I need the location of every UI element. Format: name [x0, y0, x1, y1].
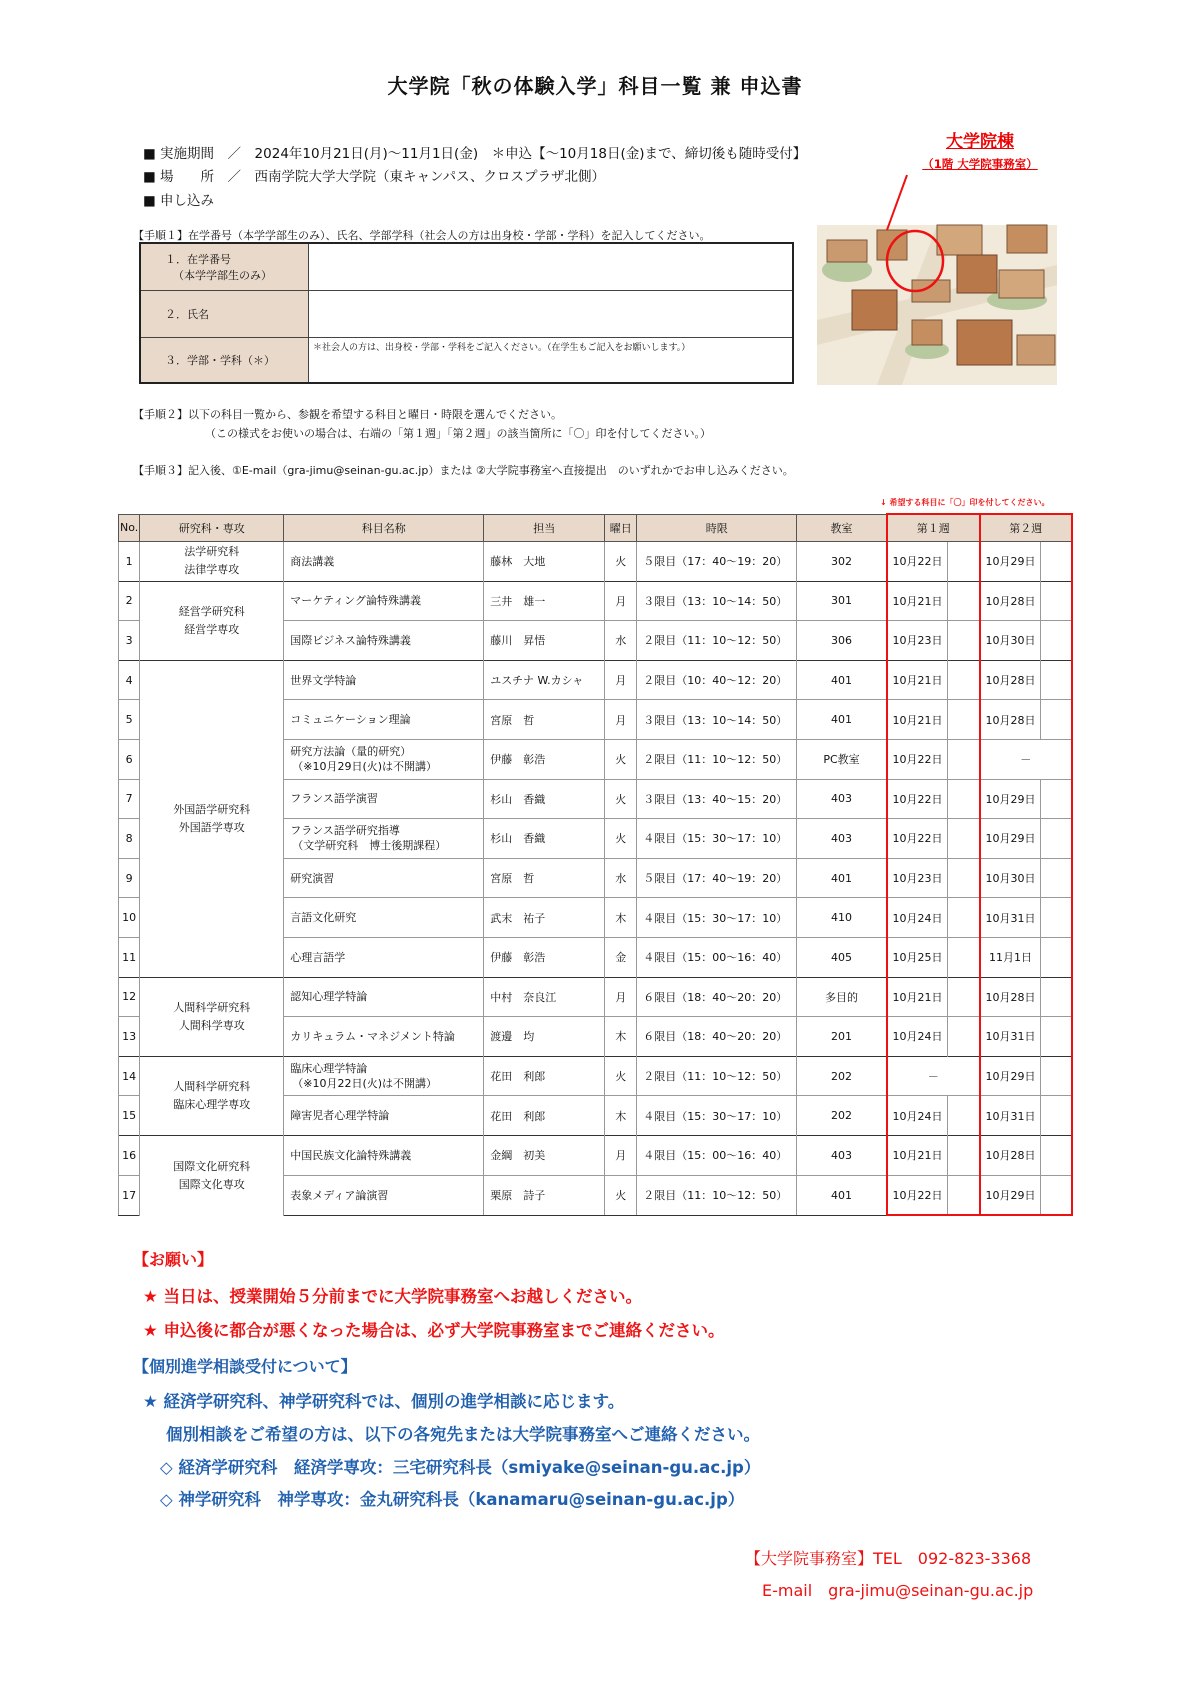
subject-note: （文学研究科 博士後期課程） [292, 839, 447, 853]
table-row [119, 977, 1072, 1017]
subject-cell [284, 819, 484, 859]
subject-cell [284, 1056, 484, 1096]
row-number: 7 [119, 779, 140, 819]
program-name: 経営学研究科 [178, 604, 245, 618]
week1-checkbox[interactable] [948, 1096, 980, 1136]
week2-date: 10月29日 [980, 542, 1041, 582]
major-name: 経営学専攻 [184, 622, 240, 636]
subject-cell [284, 1135, 484, 1175]
row-number: 9 [119, 858, 140, 898]
week2-date: 10月29日 [980, 1175, 1041, 1215]
room-cell: 201 [797, 1017, 887, 1057]
week1-checkbox[interactable] [948, 700, 980, 740]
day-cell: 月 [605, 977, 637, 1017]
week2-date: 10月30日 [980, 621, 1041, 661]
consult-heading: 【個別進学相談受付について】 [133, 1357, 357, 1376]
day-cell: 木 [605, 1096, 637, 1136]
step2-subtext: （この様式をお使いの場合は、右端の「第１週」「第２週」の該当箇所に「〇」印を付してください。） [205, 427, 711, 440]
room-cell: 401 [797, 700, 887, 740]
row-number: 3 [119, 621, 140, 661]
room-cell: 403 [797, 1135, 887, 1175]
office-tel: 【大学院事務室】TEL 092-823-3368 [745, 1549, 1032, 1568]
row-number: 8 [119, 819, 140, 859]
teacher-cell: 栗原 詩子 [484, 1175, 605, 1215]
row-number: 12 [119, 977, 140, 1017]
subject-cell [284, 977, 484, 1017]
header-subject: 科目名称 [284, 514, 484, 542]
subject-cell [284, 937, 484, 977]
period-cell: ６限目（18：40～20：20） [637, 977, 797, 1017]
period-cell: ５限目（17：40～19：20） [637, 542, 797, 582]
header-day: 曜日 [605, 514, 637, 542]
week2-checkbox[interactable] [1041, 542, 1072, 582]
teacher-cell: 杉山 香織 [484, 779, 605, 819]
selection-hint: ↓ 希望する科目に「〇」印を付してください。 [880, 498, 1050, 507]
week2-checkbox[interactable] [1041, 1017, 1072, 1057]
week2-checkbox[interactable] [1041, 779, 1072, 819]
room-cell: 401 [797, 1175, 887, 1215]
week2-checkbox[interactable] [1041, 858, 1072, 898]
week2-checkbox[interactable] [1041, 1175, 1072, 1215]
subject-name: 研究方法論（量的研究） [290, 745, 412, 759]
week1-checkbox[interactable] [948, 660, 980, 700]
map-label-main: 大学院棟 [946, 132, 1014, 152]
week2-checkbox[interactable] [1041, 819, 1072, 859]
teacher-cell: 伊藤 彰浩 [484, 739, 605, 779]
request-heading: 【お願い】 [133, 1250, 214, 1269]
teacher-cell: ユスチナ W.カシャ [484, 660, 605, 700]
page-title: 大学院「秋の体験入学」科目一覧 兼 申込書 [387, 74, 803, 98]
request-2: ★ 申込後に都合が悪くなった場合は、必ず大学院事務室までご連絡ください。 [143, 1321, 725, 1340]
week1-date: 10月22日 [887, 542, 948, 582]
week1-checkbox[interactable] [948, 977, 980, 1017]
major-name: 国際文化専攻 [178, 1177, 245, 1191]
subject-name: マーケティング論特殊講義 [290, 594, 421, 608]
period-cell: ２限目（11：10～12：50） [637, 621, 797, 661]
week2-date: 10月29日 [980, 1056, 1041, 1096]
header-teacher: 担当 [484, 514, 605, 542]
subject-name: 言語文化研究 [290, 911, 357, 925]
room-cell: 202 [797, 1056, 887, 1096]
period-cell: ２限目（10：40～12：20） [637, 660, 797, 700]
consult-economics: ◇ 経済学研究科 経済学専攻：三宅研究科長（smiyake@seinan-gu.ac.jp） [160, 1458, 761, 1477]
row-number: 15 [119, 1096, 140, 1136]
map-label-sub: （1階 大学院事務室） [922, 157, 1038, 171]
row-number: 5 [119, 700, 140, 740]
week1-checkbox[interactable] [948, 1175, 980, 1215]
week1-date: 10月22日 [887, 779, 948, 819]
room-cell: 405 [797, 937, 887, 977]
day-cell: 月 [605, 700, 637, 740]
subject-cell [284, 542, 484, 582]
form-label-name: ２．氏名 [140, 290, 309, 337]
application-form [139, 242, 794, 384]
teacher-cell: 渡邊 均 [484, 1017, 605, 1057]
week2-date: 10月29日 [980, 819, 1041, 859]
subject-name: 研究演習 [290, 871, 335, 885]
teacher-cell: 宮原 哲 [484, 858, 605, 898]
week1-checkbox[interactable] [948, 621, 980, 661]
subject-cell [284, 581, 484, 621]
teacher-cell: 花田 利郎 [484, 1096, 605, 1136]
step1-text: 【手順１】在学番号（本学学部生のみ）、氏名、学部学科（社会人の方は出身校・学部・学科）を記入してください。 [133, 229, 711, 242]
row-number: 1 [119, 542, 140, 582]
week1-date: 10月22日 [887, 819, 948, 859]
week2-date: 10月28日 [980, 700, 1041, 740]
week1-date: 10月23日 [887, 858, 948, 898]
teacher-cell: 杉山 香織 [484, 819, 605, 859]
subject-cell [284, 700, 484, 740]
week1-date: 10月21日 [887, 1135, 948, 1175]
subject-name: 臨床心理学特論 [290, 1062, 368, 1076]
week2-checkbox[interactable] [1041, 1056, 1072, 1096]
program-cell [140, 581, 284, 660]
program-name: 人間科学研究科 [173, 1079, 251, 1093]
header-period: 時限 [637, 514, 797, 542]
row-number: 14 [119, 1056, 140, 1096]
program-cell [140, 977, 284, 1056]
step3-text: 【手順３】記入後、①E-mail（gra-jimu@seinan-gu.ac.jp）または ②大学院事務室へ直接提出 のいずれかでお申し込みください。 [133, 464, 794, 477]
day-cell: 月 [605, 660, 637, 700]
teacher-cell: 藤川 昇悟 [484, 621, 605, 661]
subject-cell [284, 779, 484, 819]
week1-date: 10月25日 [887, 937, 948, 977]
week1-date: 10月21日 [887, 700, 948, 740]
subject-name: 障害児者心理学特論 [290, 1109, 390, 1123]
header-no: No. [119, 514, 140, 542]
major-name: 人間科学専攻 [178, 1018, 245, 1032]
teacher-cell: 伊藤 彰浩 [484, 937, 605, 977]
teacher-cell: 花田 利郎 [484, 1056, 605, 1096]
week2-date: 10月29日 [980, 779, 1041, 819]
header-week2: 第２週 [980, 514, 1072, 542]
consult-theology: ◇ 神学研究科 神学専攻：金丸研究科長（kanamaru@seinan-gu.ac.jp） [160, 1490, 745, 1509]
week1-date: 10月24日 [887, 898, 948, 938]
subject-name: カリキュラム・マネジメント特論 [290, 1029, 455, 1043]
week1-date: 10月23日 [887, 621, 948, 661]
week1-date: 10月22日 [887, 1175, 948, 1215]
day-cell: 水 [605, 858, 637, 898]
major-name: 臨床心理学専攻 [173, 1097, 251, 1111]
period-cell: ６限目（18：40～20：20） [637, 1017, 797, 1057]
row-number: 2 [119, 581, 140, 621]
program-cell [140, 1056, 284, 1135]
program-name: 法学研究科 [184, 545, 240, 559]
week2-checkbox[interactable] [1041, 1096, 1072, 1136]
week1-checkbox[interactable] [948, 581, 980, 621]
subject-name: 中国民族文化論特殊講義 [290, 1148, 412, 1162]
week1-checkbox[interactable] [948, 739, 980, 779]
week2-date: 10月28日 [980, 660, 1041, 700]
header-week1: 第１週 [887, 514, 980, 542]
row-number: 6 [119, 739, 140, 779]
program-name: 国際文化研究科 [173, 1159, 251, 1173]
info-apply: ■ 申し込み [143, 193, 215, 209]
week2-date: 10月31日 [980, 898, 1041, 938]
teacher-cell: 中村 奈良江 [484, 977, 605, 1017]
table-row [119, 1135, 1072, 1175]
period-cell: ２限目（11：10～12：50） [637, 739, 797, 779]
program-cell [140, 542, 284, 582]
subject-cell [284, 739, 484, 779]
week1-date: 10月24日 [887, 1096, 948, 1136]
info-period: ■ 実施期間 ／ 2024年10月21日(月)～11月1日(金) ＊申込【～10月18日(金)まで、締切後も随時受付】 [143, 146, 807, 162]
week2-date: 10月28日 [980, 581, 1041, 621]
room-cell: 306 [797, 621, 887, 661]
period-cell: ４限目（15：30～17：10） [637, 819, 797, 859]
week1-date: － [887, 1056, 980, 1096]
day-cell: 火 [605, 1056, 637, 1096]
major-name: 外国語学専攻 [178, 820, 245, 834]
day-cell: 木 [605, 1017, 637, 1057]
period-cell: ４限目（15：00～16：40） [637, 937, 797, 977]
row-number: 16 [119, 1135, 140, 1175]
header-room: 教室 [797, 514, 887, 542]
room-cell: 多目的 [797, 977, 887, 1017]
room-cell: 403 [797, 779, 887, 819]
period-cell: ３限目（13：10～14：50） [637, 581, 797, 621]
subject-note: （※10月22日(火)は不開講） [292, 1077, 438, 1091]
office-email: E-mail gra-jimu@seinan-gu.ac.jp [762, 1581, 1034, 1600]
program-name: 外国語学研究科 [173, 802, 251, 816]
subject-name: コミュニケーション理論 [290, 713, 411, 727]
subject-name: フランス語学研究指導 [290, 824, 400, 838]
subject-cell [284, 1096, 484, 1136]
subject-name: 商法講義 [290, 554, 335, 568]
day-cell: 月 [605, 1135, 637, 1175]
day-cell: 水 [605, 621, 637, 661]
subject-note: （※10月29日(火)は不開講） [292, 760, 438, 774]
form-label-student-number: １．在学番号 （本学学部生のみ） [140, 243, 309, 290]
table-row [119, 660, 1072, 700]
period-cell: ２限目（11：10～12：50） [637, 1175, 797, 1215]
period-cell: ３限目（13：10～14：50） [637, 700, 797, 740]
week2-checkbox[interactable] [1041, 700, 1072, 740]
week1-date: 10月21日 [887, 660, 948, 700]
room-cell: 401 [797, 660, 887, 700]
row-number: 11 [119, 937, 140, 977]
period-cell: ４限目（15：30～17：10） [637, 1096, 797, 1136]
subject-cell [284, 660, 484, 700]
week1-checkbox[interactable] [948, 858, 980, 898]
teacher-cell: 武末 祐子 [484, 898, 605, 938]
week2-date: 11月1日 [980, 937, 1041, 977]
week2-date: － [980, 739, 1072, 779]
department-note: ＊社会人の方は、出身校・学部・学科をご記入ください。（在学生もご記入をお願いします。） [313, 342, 691, 353]
subject-name: 表象メディア論演習 [290, 1188, 389, 1202]
day-cell: 火 [605, 1175, 637, 1215]
major-name: 法律学専攻 [184, 563, 240, 577]
name-field[interactable] [309, 290, 794, 337]
room-cell: 410 [797, 898, 887, 938]
period-cell: ４限目（15：00～16：40） [637, 1135, 797, 1175]
room-cell: 202 [797, 1096, 887, 1136]
week1-checkbox[interactable] [948, 898, 980, 938]
week2-date: 10月28日 [980, 977, 1041, 1017]
subject-name: 世界文学特論 [290, 673, 357, 687]
form-label-department: ３．学部・学科（＊） [140, 337, 309, 383]
subject-cell [284, 858, 484, 898]
period-cell: ３限目（13：40～15：20） [637, 779, 797, 819]
week1-date: 10月24日 [887, 1017, 948, 1057]
day-cell: 火 [605, 739, 637, 779]
subject-cell [284, 1175, 484, 1215]
room-cell: PC教室 [797, 739, 887, 779]
subject-cell [284, 1017, 484, 1057]
week1-checkbox[interactable] [948, 542, 980, 582]
table-row [119, 1056, 1072, 1096]
week2-checkbox[interactable] [1041, 1135, 1072, 1175]
day-cell: 金 [605, 937, 637, 977]
row-number: 4 [119, 660, 140, 700]
teacher-cell: 三井 雄一 [484, 581, 605, 621]
info-place: ■ 場 所 ／ 西南学院大学大学院（東キャンパス、クロスプラザ北側） [143, 169, 606, 185]
day-cell: 月 [605, 581, 637, 621]
header-program: 研究科・専攻 [140, 514, 284, 542]
day-cell: 火 [605, 819, 637, 859]
subject-cell [284, 621, 484, 661]
week1-checkbox[interactable] [948, 1017, 980, 1057]
student-number-field[interactable] [309, 243, 794, 290]
subject-cell [284, 898, 484, 938]
room-cell: 401 [797, 858, 887, 898]
table-row [119, 542, 1072, 582]
row-number: 17 [119, 1175, 140, 1215]
week2-checkbox[interactable] [1041, 621, 1072, 661]
week2-date: 10月28日 [980, 1135, 1041, 1175]
program-cell [140, 1135, 284, 1215]
week2-date: 10月30日 [980, 858, 1041, 898]
row-number: 10 [119, 898, 140, 938]
table-row [119, 581, 1072, 621]
week1-date: 10月22日 [887, 739, 948, 779]
week1-checkbox[interactable] [948, 1135, 980, 1175]
course-table [118, 513, 1073, 1216]
subject-name: フランス語学演習 [290, 792, 378, 806]
week2-checkbox[interactable] [1041, 937, 1072, 977]
week2-date: 10月31日 [980, 1017, 1041, 1057]
row-number: 13 [119, 1017, 140, 1057]
teacher-cell: 金綱 初美 [484, 1135, 605, 1175]
consult-1: ★ 経済学研究科、神学研究科では、個別の進学相談に応じます。 [143, 1392, 625, 1411]
week2-checkbox[interactable] [1041, 660, 1072, 700]
week2-checkbox[interactable] [1041, 977, 1072, 1017]
teacher-cell: 藤林 大地 [484, 542, 605, 582]
week1-checkbox[interactable] [948, 937, 980, 977]
room-cell: 301 [797, 581, 887, 621]
room-cell: 403 [797, 819, 887, 859]
week1-checkbox[interactable] [948, 779, 980, 819]
request-1: ★ 当日は、授業開始５分前までに大学院事務室へお越しください。 [143, 1287, 643, 1306]
week2-date: 10月31日 [980, 1096, 1041, 1136]
period-cell: ２限目（11：10～12：50） [637, 1056, 797, 1096]
week1-date: 10月21日 [887, 581, 948, 621]
week1-checkbox[interactable] [948, 819, 980, 859]
teacher-cell: 宮原 哲 [484, 700, 605, 740]
step2-text: 【手順２】以下の科目一覧から、参観を希望する科目と曜日・時限を選んでください。 [133, 408, 562, 421]
subject-name: 国際ビジネス論特殊講義 [290, 633, 411, 647]
room-cell: 302 [797, 542, 887, 582]
period-cell: ４限目（15：30～17：10） [637, 898, 797, 938]
period-cell: ５限目（17：40～19：20） [637, 858, 797, 898]
day-cell: 木 [605, 898, 637, 938]
program-cell [140, 660, 284, 977]
subject-name: 認知心理学特論 [290, 990, 368, 1004]
week1-date: 10月21日 [887, 977, 948, 1017]
program-name: 人間科学研究科 [173, 1000, 251, 1014]
day-cell: 火 [605, 779, 637, 819]
consult-2: 個別相談をご希望の方は、以下の各宛先または大学院事務室へご連絡ください。 [166, 1425, 760, 1444]
week2-checkbox[interactable] [1041, 898, 1072, 938]
campus-map-image [817, 170, 1062, 390]
day-cell: 火 [605, 542, 637, 582]
week2-checkbox[interactable] [1041, 581, 1072, 621]
subject-name: 心理言語学 [290, 950, 346, 964]
department-field[interactable] [309, 337, 794, 383]
